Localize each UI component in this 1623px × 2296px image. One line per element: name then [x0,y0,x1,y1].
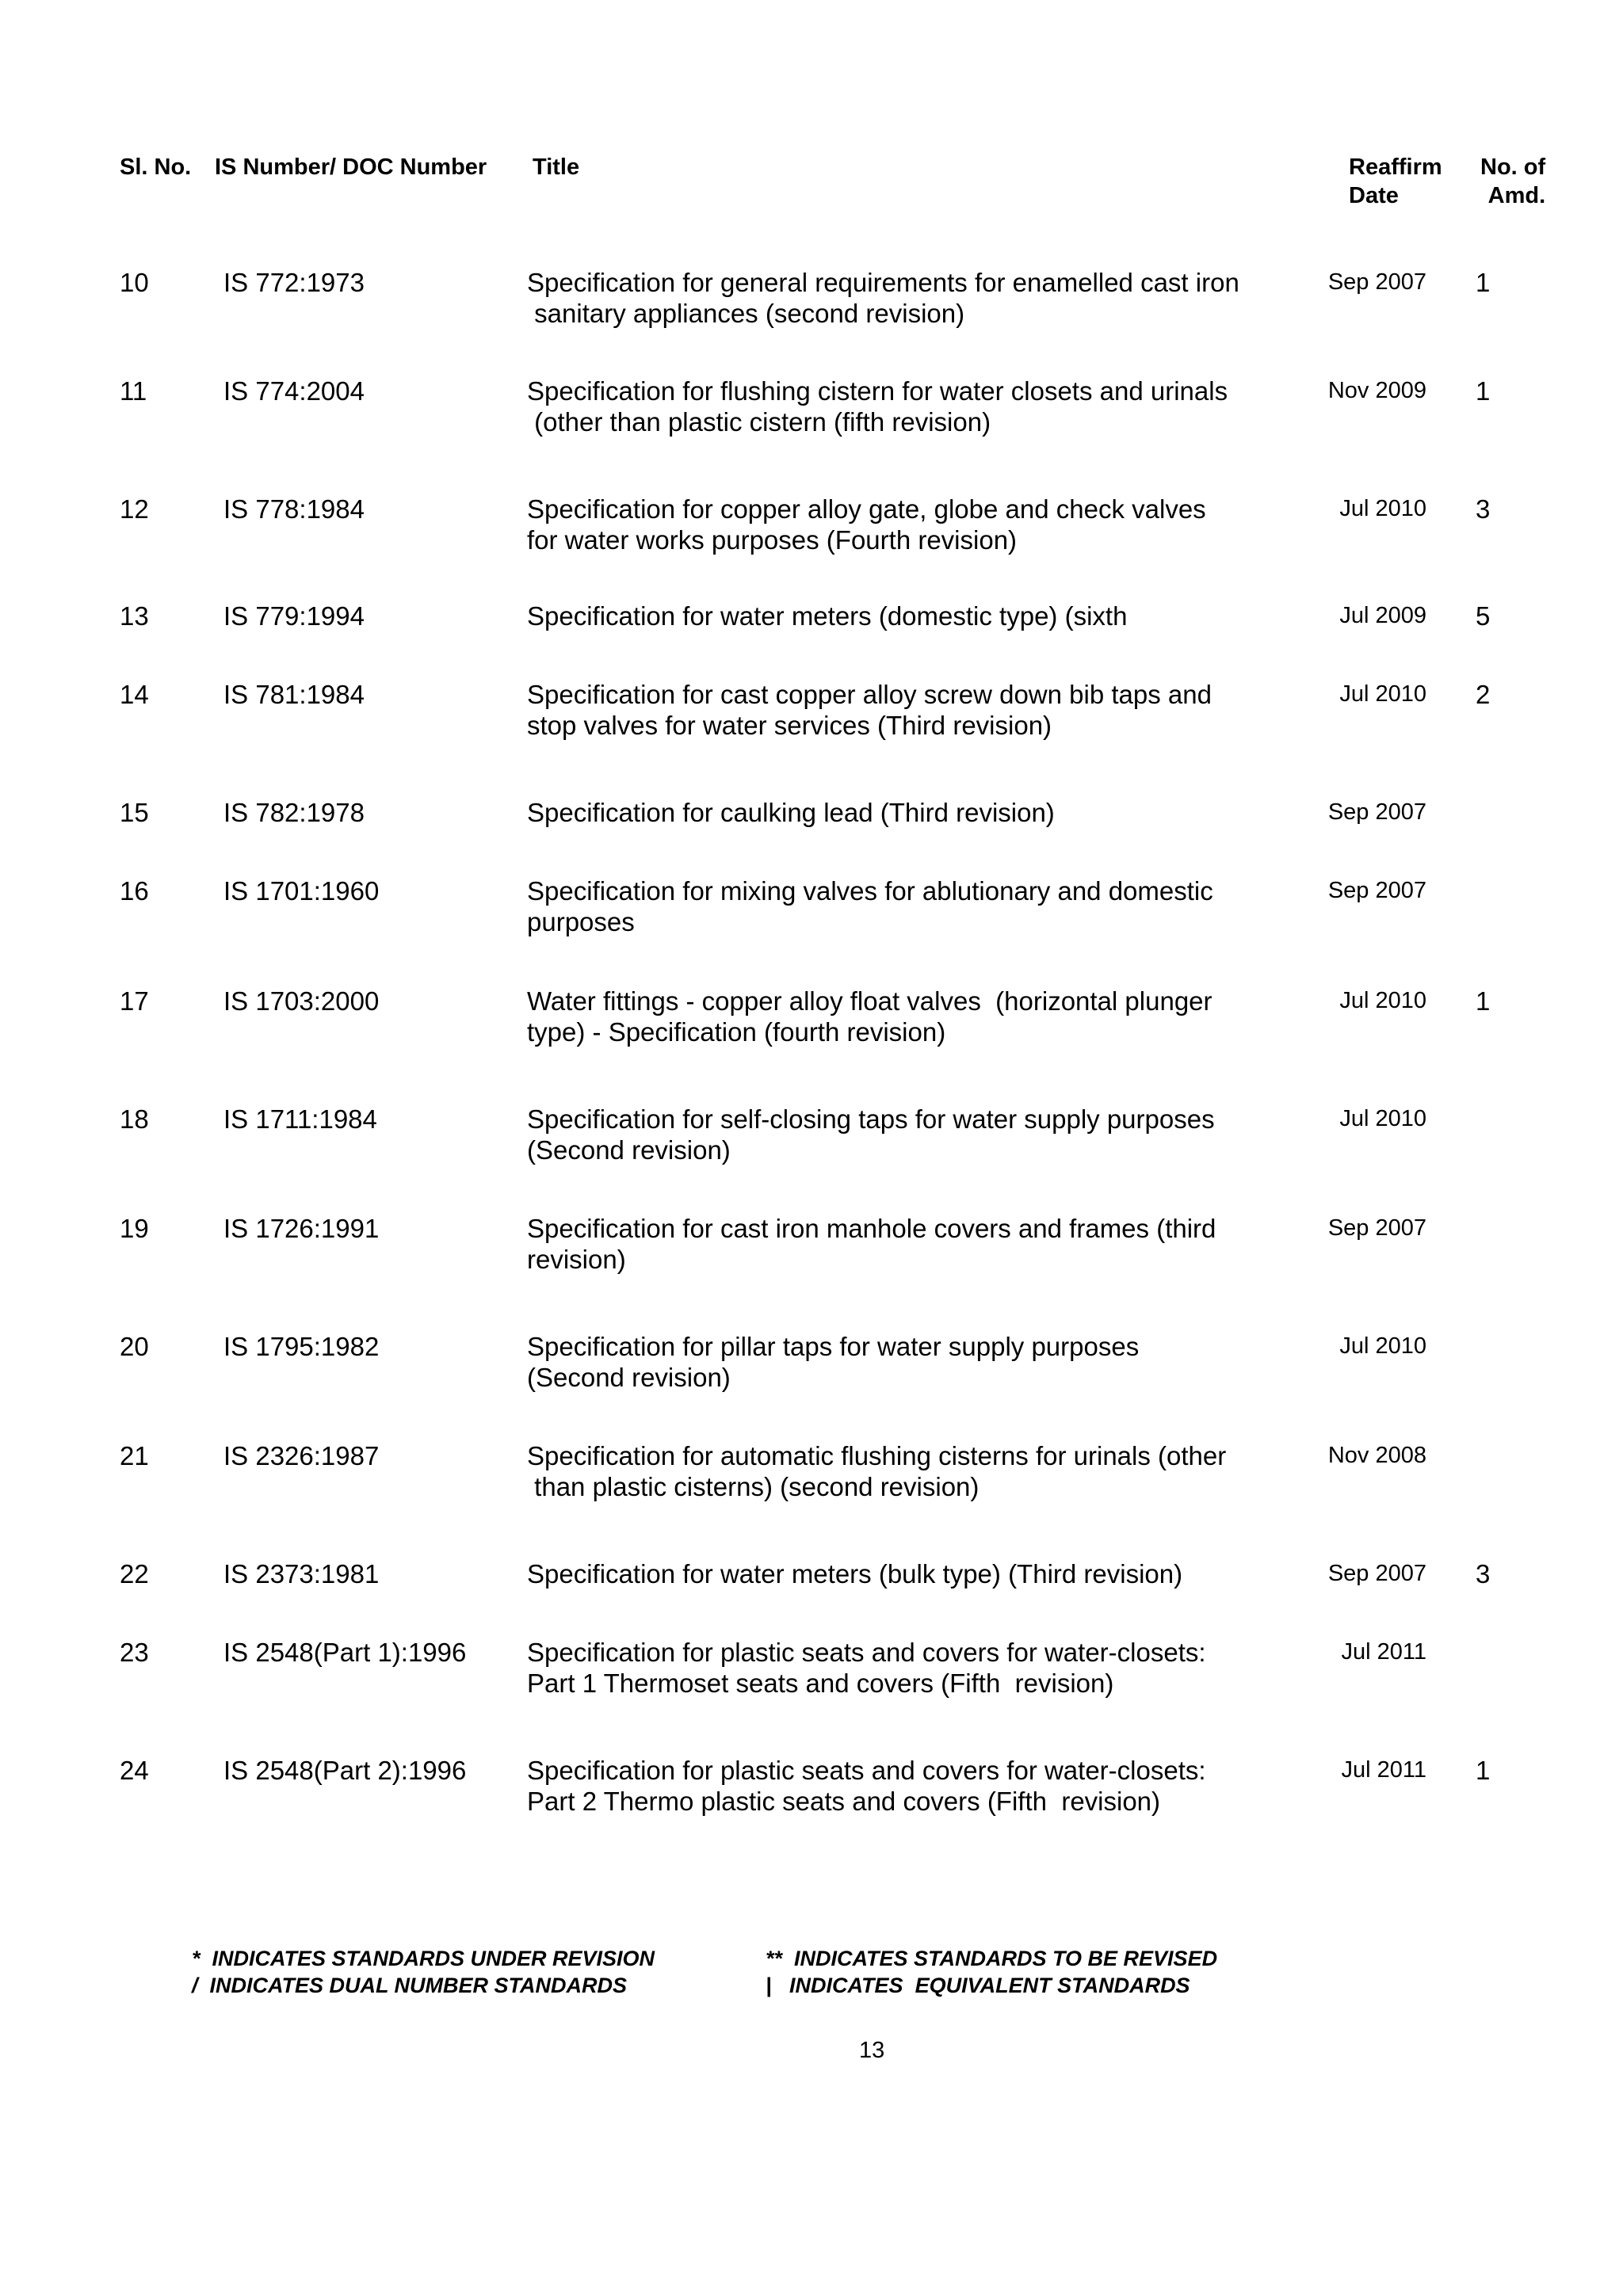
row-title-line: Specification for cast iron manhole covers and frames (third [527,1214,1216,1243]
row-title [527,267,1239,329]
legend-equivalent: | INDICATES EQUIVALENT STANDARDS [766,1974,1190,1997]
row-reaffirm-date: Jul 2011 [1341,1757,1426,1783]
row-amd-count: 3 [1476,1559,1491,1589]
row-amd-count: 1 [1476,986,1491,1016]
row-title-line: Specification for general requirements for enamelled cast iron [527,268,1239,297]
legend-under-revision: * INDICATES STANDARDS UNDER REVISION [192,1947,655,1970]
row-reaffirm-date: Jul 2010 [1339,988,1426,1013]
row-reaffirm-date: Sep 2007 [1327,1215,1426,1241]
row-title-line: Part 1 Thermoset seats and covers (Fifth revision) [527,1669,1114,1698]
row-title-line: Specification for water meters (domestic type) (sixth [527,601,1128,631]
row-is-number: IS 772:1973 [223,268,365,297]
row-title-line: sanitary appliances (second revision) [527,299,965,328]
row-reaffirm-date: Sep 2007 [1327,269,1426,295]
row-title-line: for water works purposes (Fourth revision) [527,525,1018,555]
header-reaffirm-line1: Reaffirm [1349,154,1442,180]
row-title [527,797,1055,828]
row-title-line: Specification for pillar taps for water supply purposes [527,1332,1140,1361]
row-title [527,875,1213,937]
row-is-number: IS 2373:1981 [223,1559,380,1589]
header-amd-line2: Amd. [1487,183,1546,208]
row-reaffirm-date: Jul 2010 [1339,1106,1426,1131]
row-sl-no: 21 [120,1441,149,1470]
row-reaffirm-date: Jul 2009 [1339,603,1426,628]
row-is-number: IS 779:1994 [223,601,365,631]
row-title [527,1755,1206,1817]
row-sl-no: 19 [120,1214,149,1243]
row-title-line: (Second revision) [527,1363,731,1392]
row-title-line: Specification for plastic seats and covers for water-closets: [527,1638,1206,1667]
header-sl-no: Sl. No. [120,154,192,180]
row-sl-no: 16 [120,876,149,906]
row-amd-count: 1 [1476,376,1491,406]
row-title [527,986,1212,1047]
row-title [527,1331,1139,1393]
row-sl-no: 14 [120,680,149,709]
row-title-line: Specification for cast copper alloy screw down bib taps and [527,680,1212,709]
row-title-line: type) - Specification (fourth revision) [527,1017,946,1047]
row-sl-no: 11 [120,376,147,406]
row-sl-no: 15 [120,798,149,827]
row-title-line: (Second revision) [527,1135,731,1165]
row-title [527,1104,1215,1165]
row-title-line: than plastic cisterns) (second revision) [527,1472,980,1501]
row-amd-count: 1 [1476,268,1491,297]
row-reaffirm-date: Nov 2008 [1327,1443,1426,1468]
header-no-of-amd [1480,153,1545,210]
header-is-number: IS Number/ DOC Number [215,154,487,180]
row-title-line: Specification for flushing cistern for water closets and urinals [527,376,1228,406]
row-title [527,1637,1206,1699]
row-is-number: IS 2548(Part 2):1996 [223,1756,467,1785]
row-title-line: Specification for plastic seats and covers for water-closets: [527,1756,1206,1785]
row-sl-no: 20 [120,1332,149,1361]
row-title-line: Specification for self-closing taps for water supply purposes [527,1104,1215,1134]
row-sl-no: 12 [120,494,149,524]
row-title-line: Specification for caulking lead (Third revision) [527,798,1055,827]
row-sl-no: 22 [120,1559,149,1589]
row-reaffirm-date: Jul 2010 [1339,1333,1426,1359]
row-title-line: Specification for mixing valves for ablutionary and domestic [527,876,1213,906]
header-amd-line1: No. of [1480,154,1546,180]
row-title [527,601,1127,631]
row-reaffirm-date: Sep 2007 [1327,878,1426,903]
row-is-number: IS 1703:2000 [223,986,380,1016]
row-title [527,1558,1182,1589]
legend-to-be-revised: ** INDICATES STANDARDS TO BE REVISED [766,1947,1218,1970]
row-amd-count: 1 [1476,1756,1491,1785]
row-title [527,494,1206,555]
row-sl-no: 23 [120,1638,149,1667]
row-is-number: IS 2548(Part 1):1996 [223,1638,467,1667]
row-title-line: Specification for water meters (bulk type) (Third revision) [527,1559,1183,1589]
row-reaffirm-date: Sep 2007 [1327,799,1426,825]
row-is-number: IS 782:1978 [223,798,365,827]
row-is-number: IS 1701:1960 [223,876,380,906]
row-is-number: IS 1726:1991 [223,1214,380,1243]
row-title-line: Specification for copper alloy gate, globe and check valves [527,494,1206,524]
row-title [527,376,1228,437]
row-sl-no: 18 [120,1104,149,1134]
row-is-number: IS 778:1984 [223,494,365,524]
legend-dual-number: / INDICATES DUAL NUMBER STANDARDS [192,1974,628,1997]
row-is-number: IS 781:1984 [223,680,365,709]
header-reaffirm-line2: Date [1349,183,1399,208]
row-reaffirm-date: Jul 2010 [1339,681,1426,707]
row-is-number: IS 774:2004 [223,376,365,406]
row-reaffirm-date: Jul 2010 [1339,496,1426,521]
row-sl-no: 17 [120,986,149,1016]
row-amd-count: 3 [1476,494,1491,524]
row-is-number: IS 1795:1982 [223,1332,380,1361]
row-amd-count: 5 [1476,601,1491,631]
row-is-number: IS 2326:1987 [223,1441,380,1470]
row-sl-no: 13 [120,601,149,631]
row-title-line: Water fittings - copper alloy float valves (horizontal plunger [527,986,1212,1016]
row-amd-count: 2 [1476,680,1491,709]
row-title-line: (other than plastic cistern (fifth revision) [527,407,991,437]
header-title: Title [533,154,580,180]
row-title-line: stop valves for water services (Third revision) [527,711,1052,740]
header-reaffirm-date [1349,153,1442,210]
row-is-number: IS 1711:1984 [223,1104,377,1134]
row-title-line: Part 2 Thermo plastic seats and covers (Fifth revision) [527,1787,1161,1816]
row-title-line: Specification for automatic flushing cisterns for urinals (other [527,1441,1227,1470]
row-reaffirm-date: Jul 2011 [1341,1639,1426,1665]
row-reaffirm-date: Nov 2009 [1327,378,1426,403]
row-title [527,1213,1216,1275]
row-title [527,1440,1226,1502]
row-title-line: revision) [527,1245,626,1274]
row-sl-no: 24 [120,1756,149,1785]
row-sl-no: 10 [120,268,149,297]
page-number: 13 [859,2038,885,2063]
row-reaffirm-date: Sep 2007 [1327,1561,1426,1586]
row-title [527,679,1212,741]
row-title-line: purposes [527,907,635,936]
